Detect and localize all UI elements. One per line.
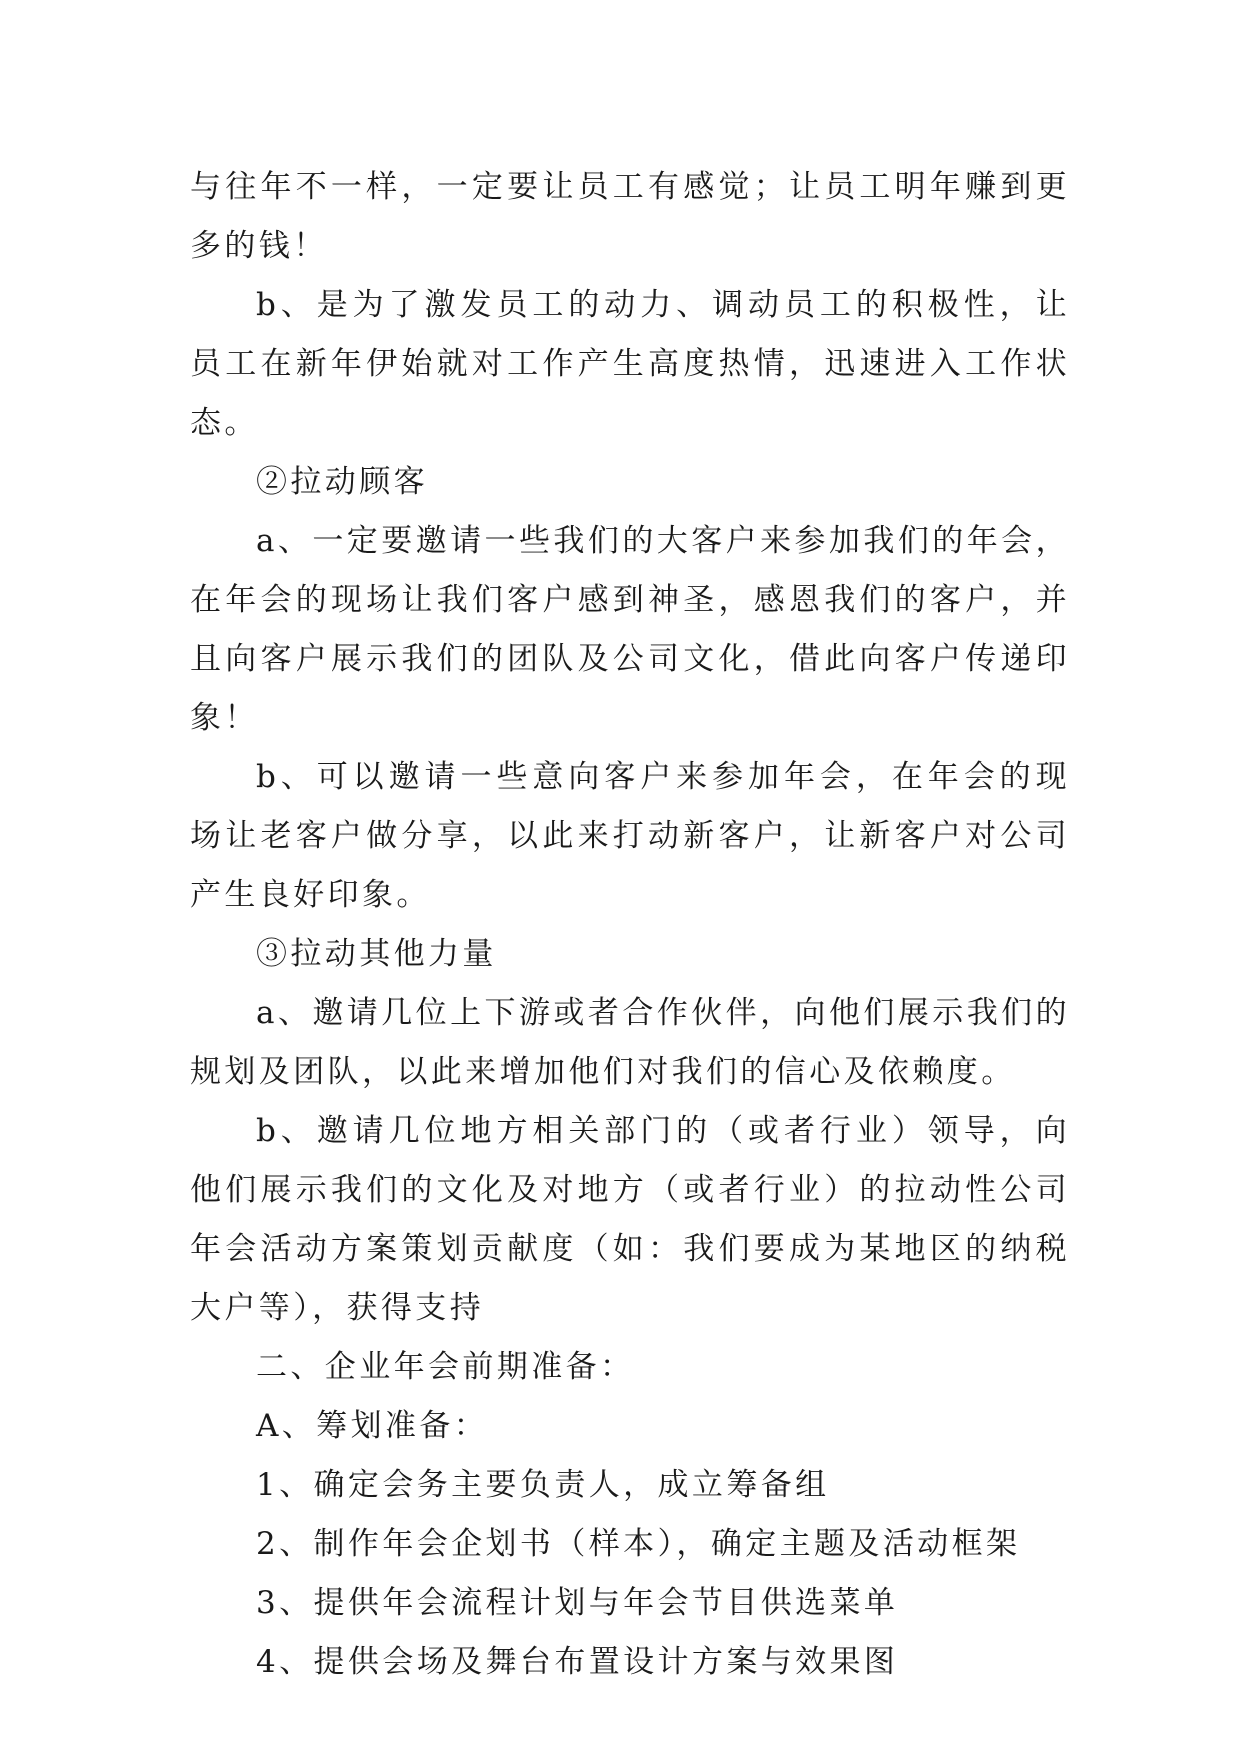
paragraph: b、邀请几位地方相关部门的（或者行业）领导，向他们展示我们的文化及对地方（或者行业）的拉动性公司年会活动方案策划贡献度（如：我们要成为某地区的纳税大户等），获得支持: [190, 1113, 1070, 1326]
paragraph: b、可以邀请一些意向客户来参加年会，在年会的现场让老客户做分享，以此来打动新客户，让新客户对公司产生良好印象。: [190, 759, 1070, 913]
paragraph: b、是为了激发员工的动力、调动员工的积极性，让员工在新年伊始就对工作产生高度热情，迅速进入工作状态。: [190, 287, 1070, 441]
document-body: [190, 158, 1070, 1692]
paragraph: a、邀请几位上下游或者合作伙伴，向他们展示我们的规划及团队，以此来增加他们对我们的信心及依赖度。: [190, 995, 1070, 1090]
paragraph: a、一定要邀请一些我们的大客户来参加我们的年会，在年会的现场让我们客户感到神圣，感恩我们的客户，并且向客户展示我们的团队及公司文化，借此向客户传递印象！: [190, 523, 1070, 736]
section-heading: ③拉动其他力量: [256, 936, 497, 972]
list-item: 2、制作年会企划书（样本），确定主题及活动框架: [256, 1526, 1021, 1562]
section-heading: ②拉动顾客: [256, 464, 428, 500]
list-item: 1、确定会务主要负责人，成立筹备组: [256, 1467, 830, 1503]
list-item: 4、提供会场及舞台布置设计方案与效果图: [256, 1644, 899, 1680]
paragraph: 与往年不一样，一定要让员工有感觉；让员工明年赚到更多的钱！: [190, 169, 1070, 264]
subsection-heading: A、筹划准备：: [256, 1408, 489, 1444]
list-item: 3、提供年会流程计划与年会节目供选菜单: [256, 1585, 899, 1621]
section-heading: 二、企业年会前期准备：: [256, 1349, 635, 1385]
